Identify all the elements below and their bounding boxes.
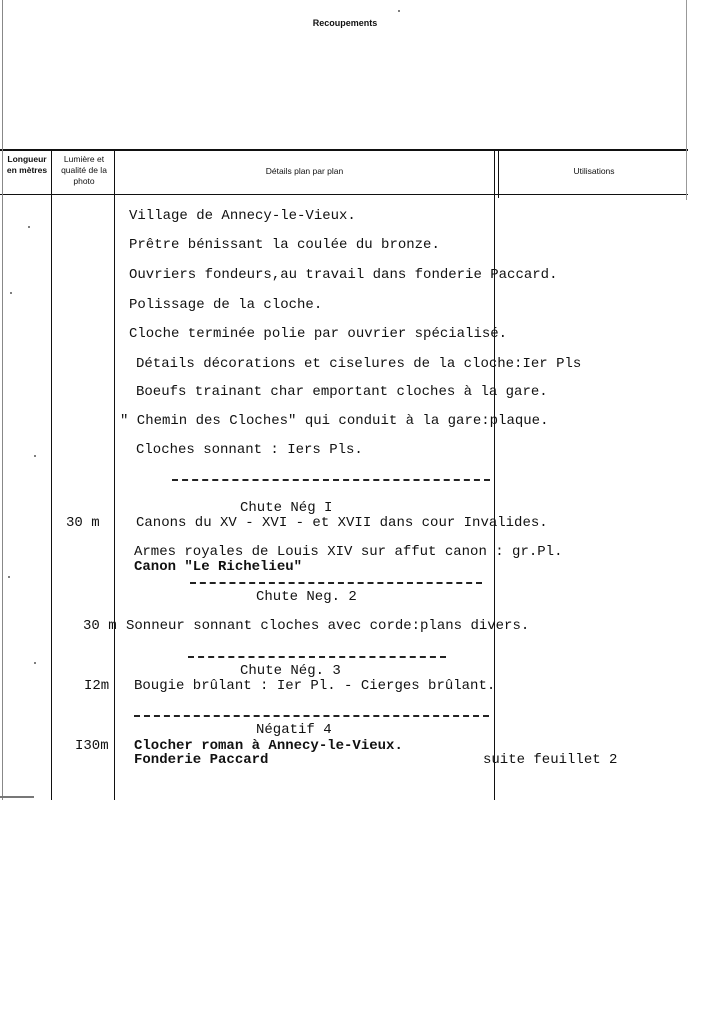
left-margin-edge — [2, 0, 3, 800]
shot-line: Ouvriers fondeurs,au travail dans fonderie Paccard. — [129, 267, 558, 283]
shot-line: Sonneur sonnant cloches avec corde:plans divers. — [126, 618, 530, 634]
length-value: I30m — [75, 738, 109, 754]
continuation-note: suite feuillet 2 — [483, 752, 618, 768]
column-header-uses: Utilisations — [573, 166, 615, 176]
shot-line: Cloche terminée polie par ouvrier spécialisé. — [129, 326, 508, 342]
column-divider-3 — [494, 150, 495, 800]
scan-speck — [34, 455, 36, 457]
shot-line: Cloches sonnant : Iers Pls. — [136, 442, 363, 458]
shot-line: Canon "Le Richelieu" — [134, 559, 303, 575]
shot-line: Canons du XV - XVI - et XVII dans cour Invalides. — [136, 515, 548, 531]
shot-line: Fonderie Paccard — [134, 752, 269, 768]
section-separator — [190, 582, 482, 584]
length-value: 30 m — [83, 618, 117, 634]
shot-line: Prêtre bénissant la coulée du bronze. — [129, 237, 440, 253]
column-divider-1 — [51, 150, 52, 800]
column-divider-2 — [114, 150, 115, 800]
shot-line: Bougie brûlant : Ier Pl. - Cierges brûlant. — [134, 678, 496, 694]
shot-line: Village de Annecy-le-Vieux. — [129, 208, 356, 224]
scan-speck — [8, 576, 10, 578]
length-value: 30 m — [66, 515, 100, 531]
shot-line: " Chemin des Cloches" qui conduit à la gare:plaque. — [120, 413, 549, 429]
scan-speck — [34, 662, 36, 664]
shot-line: Détails décorations et ciselures de la cloche:Ier Pls — [136, 356, 582, 372]
column-header-light: Lumière et qualité de la photo — [61, 154, 107, 186]
scan-speck — [28, 226, 30, 228]
section-separator — [134, 715, 489, 717]
section-separator — [172, 479, 490, 481]
header-top-rule — [0, 149, 688, 151]
header-bottom-rule — [0, 194, 688, 195]
section-heading: Négatif 4 — [256, 722, 332, 738]
section-heading: Chute Neg. 2 — [256, 589, 357, 605]
section-heading: Chute Nég I — [240, 500, 333, 516]
column-header-length: Longueur en mètres — [6, 154, 48, 175]
shot-line: Polissage de la cloche. — [129, 297, 323, 313]
column-header-details: Détails plan par plan — [265, 166, 344, 176]
scan-edge-mark — [0, 796, 34, 798]
scan-speck — [10, 292, 12, 294]
shot-line: Armes royales de Louis XIV sur affut canon : gr.Pl. — [134, 544, 563, 560]
section-heading: Chute Nég. 3 — [240, 663, 341, 679]
length-value: I2m — [84, 678, 110, 694]
section-separator — [188, 656, 446, 658]
shot-line: Clocher roman à Annecy-le-Vieux. — [134, 738, 403, 754]
shot-line: Boeufs trainant char emportant cloches à la gare. — [136, 384, 548, 400]
page-title: Recoupements — [312, 18, 378, 28]
scan-speck — [398, 10, 400, 12]
